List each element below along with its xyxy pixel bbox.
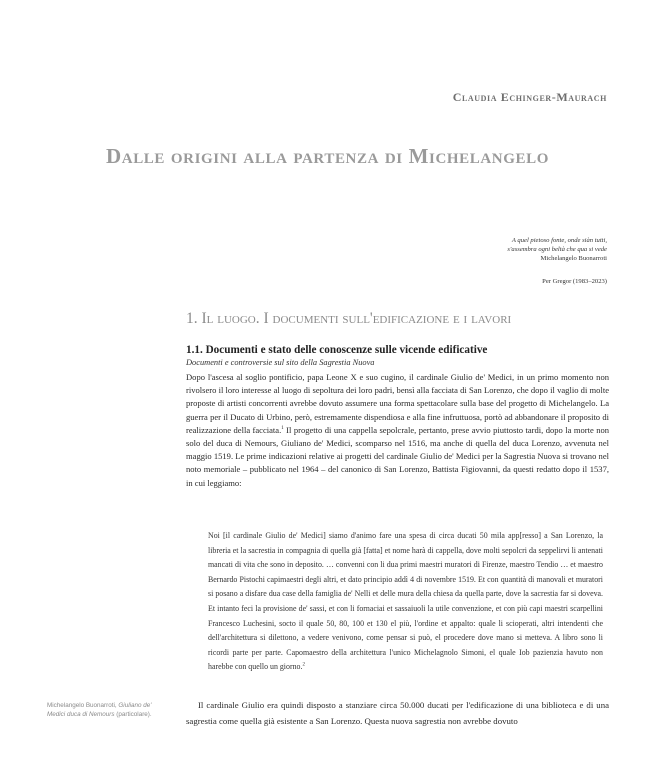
caption-prefix: Michelangelo Buonarroti,	[47, 702, 119, 709]
epigraph-line-1: A quel pietoso fonte, onde siàn tutti,	[511, 237, 607, 244]
figure-caption	[47, 702, 167, 719]
paragraph-1-continued: Il progetto di una cappella sepolcrale, pertanto, prese avvio piuttosto tardi, dopo la morte non solo del duca di Nemours, Giuliano de' Medici, scomparso nel 1516, ma anche di quella del duca Lorenzo, avvenuta nel maggio 1519. Le prime indicazioni relative ai progetti del cardinale Giulio de' Medici per la Sagrestia Nuova si trovano nel noto memoriale – pubblicato nel 1964 – del canonico di San Lorenzo, Battista Figiovanni, da questi redatto dopo il 1537, in cui leggiamo:	[186, 424, 610, 488]
epigraph-line-2: s'assembra ogni beltà che qua si vede	[507, 246, 607, 254]
subsection-title: 1.1. Documenti e stato delle conoscenze sulle vicende edificative	[186, 344, 488, 356]
body-paragraph-2: Il cardinale Giulio era quindi disposto a stanziare circa 50.000 ducati per l'edificazione di una biblioteca e di una sagrestia come quella già esistente a San Lorenzo. Questa nuova sagrestia non avrebbe dovuto	[186, 700, 609, 726]
author-name: Claudia Echinger-Maurach	[452, 90, 607, 104]
quote-text: Noi [il cardinale Giulio de' Medici] siamo d'animo fare una spesa di circa ducati 50 mila app[resso] a San Lorenzo, la libreria et la sacrestia in compagnia di quella già [fatta] et nome harà di cappella, dove molti sepolcri da seppelirvi li antenati mancati di vita che sono in deposito. … convenni con li dua primi maestri muratori di Firenze, maestro Tendio … et maestro Bernardo Pistochi capimaestri degli altri, et dato principio addì 4 di novembre 1519. Et con quantità di manovali et muratori si posano a disfare dua case della famiglia de' Nelli et delle mura della chiesa da quella parte, dove la sacrestia far si doveva. Et intanto feci la provisione de' sassi, et con li fornaciai et sassaiuoli la utile convenzione, et con più capi maestri scarpellini Francesco Luchesini, socto il quale 50, 80, 100 et 130 el più, l'ordine et appalto: quale li scioperati, altri intendenti che dell'architettura si dilettono, a vedere venivono, come pensar si può, el procedere dove mano si metteva. A libro sono li ricordi parte per parte. Capomaestro della architettura l'unico Michelagnolo Simoni, el quale Iob pazienzia havuto non harebbe con quello un giorno.	[208, 531, 603, 672]
body-paragraph-1	[186, 371, 609, 490]
epigraph	[387, 236, 607, 264]
footnote-ref-2[interactable]: 2	[302, 662, 305, 668]
chapter-title: Dalle origini alla partenza di Michelangelo	[106, 144, 549, 168]
caption-italic: Giuliano de' Medici duca di Nemours	[47, 702, 152, 718]
caption-suffix: (particolare).	[114, 710, 152, 718]
epigraph-attribution: Michelangelo Buonarroti	[540, 255, 607, 263]
paragraph-1-text: Dopo l'ascesa al soglio pontificio, papa Leone X e suo cugino, il cardinale Giulio de' Medici, in un primo momento non rivolsero il loro interesse al luogo di sepoltura dei loro padri, bensì alla facciata di San Lorenzo, che dopo il vaglio di molte proposte di artisti concorrenti avrebbe dovuto assumere una forma spettacolare sulla base del progetto di Michelangelo. La guerra per il Ducato di Urbino, però, estremamente dispendiosa e alla fine infruttuosa, portò ad abbandonare il proposito di realizzazione della facciata.	[186, 372, 609, 435]
dedication: Per Gregor (1983–2023)	[542, 278, 607, 285]
section-title: 1. Il luogo. I documenti sull'edificazione e i lavori	[186, 310, 512, 327]
footnote-ref-1[interactable]: 1	[281, 425, 284, 431]
block-quote	[208, 529, 603, 675]
subsection-subtitle: Documenti e controversie sul sito della Sagrestia Nuova	[186, 358, 375, 367]
